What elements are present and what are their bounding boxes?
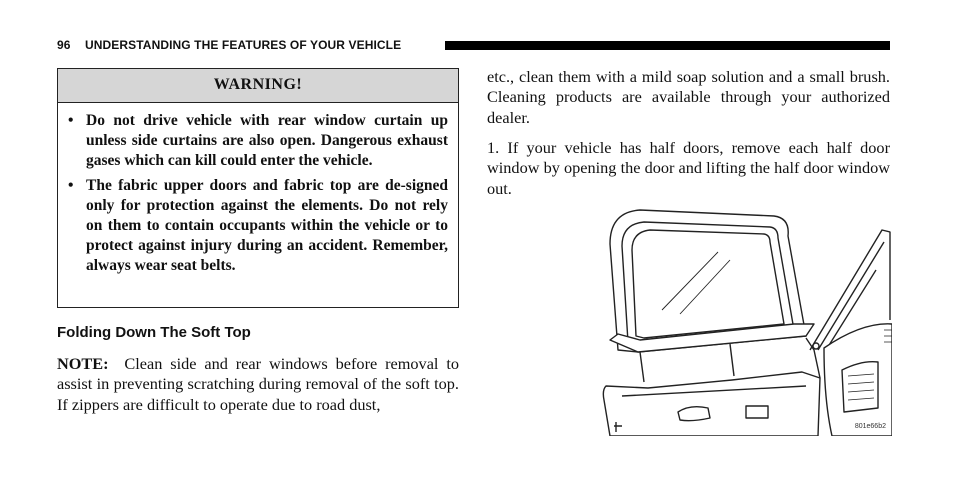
note-label: NOTE:	[57, 354, 109, 373]
header-rule	[445, 41, 890, 50]
warning-item	[68, 111, 448, 172]
note-text: Clean side and rear windows before removal to assist in preventing scratching during removal of the soft top. If zippers are difficult to operate due to road dust,	[57, 354, 460, 414]
bullet-icon: •	[68, 176, 74, 194]
warning-item-text: Do not drive vehicle with rear window curtain up unless side curtains are also open. Dangerous exhaust gases which can kill could enter the vehicle.	[86, 112, 448, 170]
note-paragraph	[57, 354, 459, 415]
warning-box	[57, 68, 459, 308]
page-header	[57, 36, 890, 56]
warning-list	[58, 103, 458, 277]
section-heading: Folding Down The Soft Top	[57, 324, 251, 341]
warning-title: WARNING!	[58, 69, 458, 103]
header-title: UNDERSTANDING THE FEATURES OF YOUR VEHICLE	[85, 38, 402, 52]
half-door-window-drawing	[592, 200, 892, 436]
figure-code: 801e66b2	[854, 423, 886, 430]
right-paragraph-1: etc., clean them with a mild soap solution and a small brush. Cleaning products are available through your authorized dealer.	[487, 67, 890, 127]
warning-item	[68, 176, 448, 277]
bullet-icon: •	[68, 112, 74, 129]
warning-item-text: The fabric upper doors and fabric top are de-signed only for protection against the elements. Do not rely on them to contain occupants within the vehicle or to protect against injury during an accident. Remember, always wear seat belts.	[86, 176, 448, 275]
page-number: 96	[57, 38, 71, 52]
door-window-illustration	[592, 200, 892, 436]
right-paragraph-2: 1. If your vehicle has half doors, remove each half door window by opening the door and lifting the half door window out.	[487, 138, 890, 198]
